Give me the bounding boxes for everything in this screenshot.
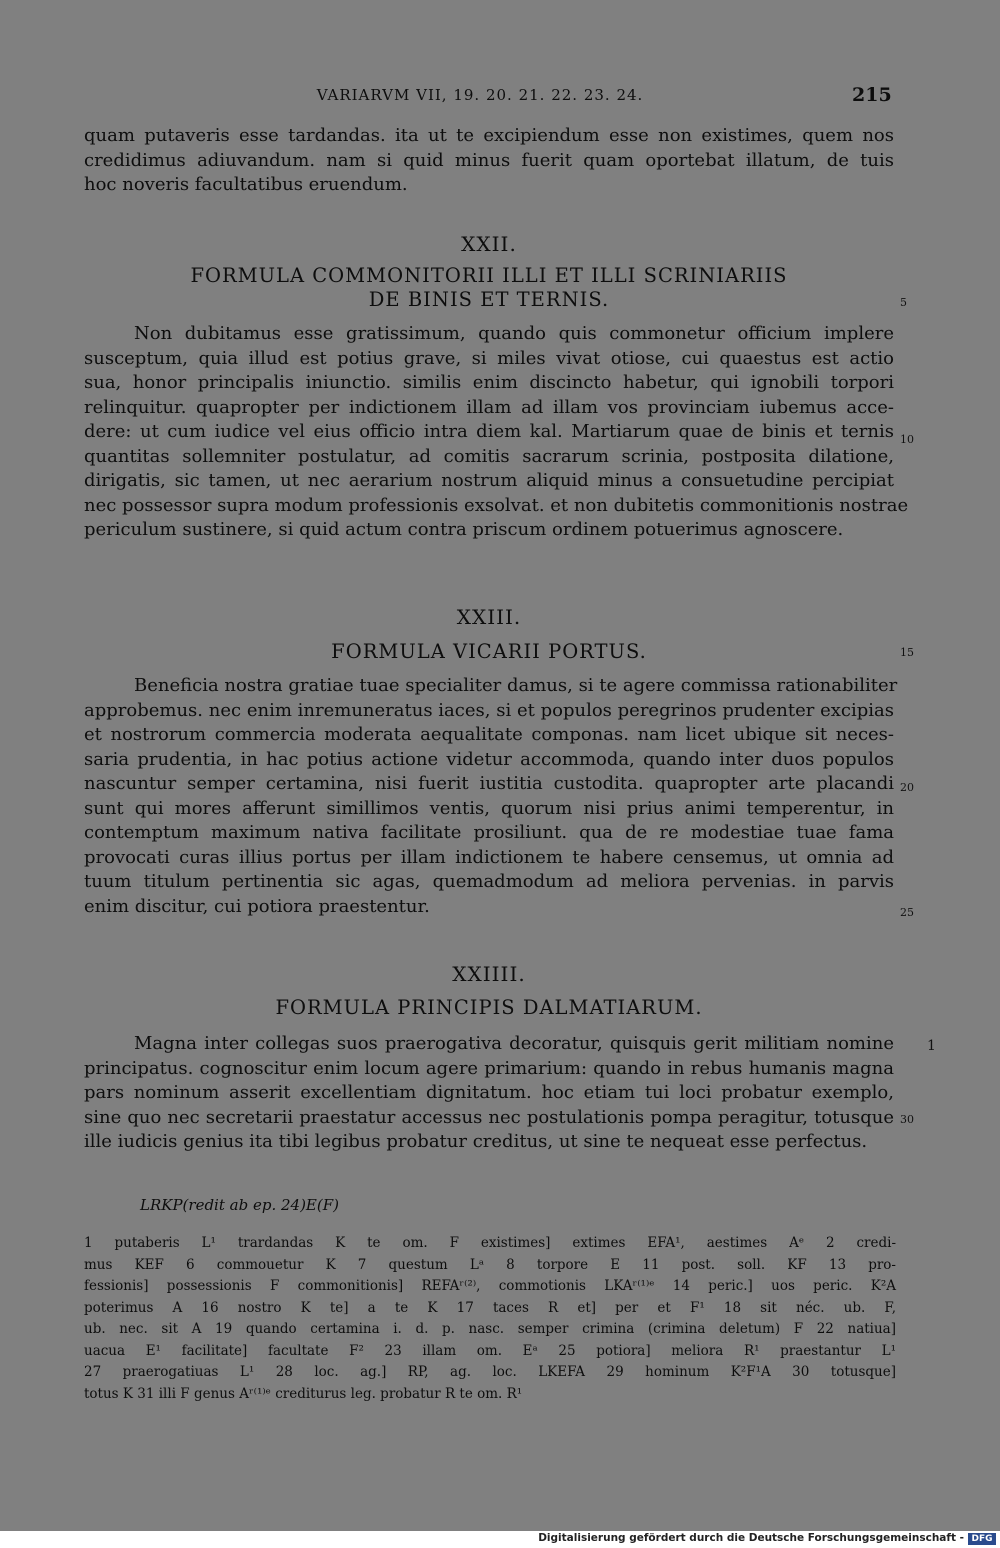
text-line: approbemus. nec enim inremuneratus iaces, si et populos peregrinos prudenter excipias [84, 699, 894, 721]
text-line: enim discitur, cui potiora praestentur. [84, 895, 430, 917]
footer-credit: Digitalisierung gefördert durch die Deutsche Forschungsgemeinschaft - [538, 1532, 964, 1544]
section-number: XXIIII. [452, 962, 526, 986]
text-line: nec possessor supra modum professionis exsolvat. et non dubitetis commonitionis nostrae [84, 494, 909, 516]
apparatus-line: uacua E¹ facilitate] facultate F² 23 illam om. Eᵃ 25 potiora] meliora R¹ praestantur L¹ [84, 1342, 896, 1359]
section-number: XXII. [461, 232, 517, 256]
text-line: credidimus adiuvandum. nam si quid minus fuerit quam oportebat illatum, de tuis [84, 149, 894, 171]
text-line: dirigatis, sic tamen, ut nec aerarium nostrum aliquid minus a consuetudine percipiat [84, 470, 894, 491]
section-number: XXIII. [456, 605, 522, 629]
apparatus-line: mus KEF 6 commouetur K 7 questum Lᵃ 8 torpore E 11 post. soll. KF 13 pro- [84, 1256, 896, 1273]
text-line: Beneficia nostra gratiae tuae specialiter damus, si te agere commissa rationabiliter [134, 675, 898, 696]
text-line: quantitas sollemniter postulatur, ad comitis sacrarum scrinia, postposita dilatione, [84, 445, 894, 467]
text-line: pars nominum asserit excellentiam dignitatum. hoc etiam tui loci probatur exemplo, [84, 1082, 894, 1103]
text-line: et nostrorum commercia moderata aequalitate componas. nam licet ubique sit neces- [84, 724, 894, 745]
section-title-line: FORMULA PRINCIPIS DALMATIARUM. [275, 996, 703, 1019]
apparatus-line: ub. nec. sit A 19 quando certamina i. d. p. nasc. semper crimina (crimina deletum) F 22 natiua] [84, 1321, 896, 1337]
apparatus-line: poterimus A 16 nostro K te] a te K 17 taces R et] per et F¹ 18 sit néc. ub. F, [84, 1299, 896, 1316]
critical-apparatus [84, 1233, 896, 1405]
footer-bar [0, 1531, 1000, 1548]
text-line: sua, honor principalis iniunctio. similis enim discincto habetur, qui ignobili torpori [84, 372, 894, 393]
line-number: 5 [900, 296, 907, 309]
section-title-line: DE BINIS ET TERNIS. [368, 288, 610, 311]
line-number: 10 [900, 433, 914, 446]
line-number: 1 [927, 1038, 936, 1054]
text-line: nascuntur semper certamina, nisi fuerit iustitia custodita. quapropter arte placandi [84, 773, 894, 794]
section-body [84, 674, 898, 919]
text-line: susceptum, quia illud est potius grave, si miles vivat otiose, cui quaestus est actio [84, 347, 894, 369]
text-line: tuum titulum pertinentia sic agas, quemadmodum ad meliora pervenias. in parvis [84, 871, 894, 892]
section-title-line: FORMULA VICARII PORTUS. [331, 640, 647, 663]
text-line: principatus. cognoscitur enim locum agere primarium: quando in rebus humanis magna [84, 1057, 894, 1079]
apparatus-line: fessionis] possessionis F commonitionis] REFAʳ⁽²⁾, commotionis LKAʳ⁽¹⁾ᵉ 14 peric.] uos peric. K²A [84, 1278, 896, 1294]
text-line: hoc noveris facultatibus eruendum. [84, 174, 408, 195]
text-line: saria prudentia, in hac potius actione videtur accommoda, quando inter duos populos [84, 748, 894, 770]
text-line: contemptum maximum nativa facilitate prosiliunt. qua de re modestiae tuae fama [84, 822, 894, 843]
section-title [84, 264, 894, 312]
text-line: quam putaveris esse tardandas. ita ut te excipiendum esse non existimes, quem nos [84, 125, 894, 146]
text-line: sunt qui mores afferunt simillimos ventis, quorum nisi prius animi temperentur, in [84, 797, 894, 819]
section-title-line: FORMULA COMMONITORII ILLI ET ILLI SCRINIARIIS [190, 264, 788, 287]
text-line: dere: ut cum iudice vel eius officio intra diem kal. Martiarum quae de binis et ternis [84, 421, 894, 442]
text-line: Magna inter collegas suos praerogativa decoratur, quisquis gerit militiam nomine [134, 1033, 894, 1054]
text-line: Non dubitamus esse gratissimum, quando quis commonetur officium implere [134, 323, 894, 344]
text-line: sine quo nec secretarii praestatur accessus nec postulationis pompa peragitur, totusque [84, 1106, 894, 1128]
dfg-logo[interactable]: DFG [968, 1533, 996, 1545]
section-body [84, 1032, 894, 1155]
text-line: ille iudicis genius ita tibi legibus probatur creditus, ut sine te nequeat esse perfectus. [84, 1131, 868, 1152]
line-number: 15 [900, 646, 914, 659]
top-paragraph [84, 124, 894, 198]
line-number: 25 [900, 906, 914, 919]
line-number: 30 [900, 1113, 914, 1126]
text-line: relinquitur. quapropter per indictionem illam ad illam vos provinciam iubemus acce- [84, 396, 894, 418]
apparatus-line: 27 praerogatiuas L¹ 28 loc. ag.] RP, ag. loc. LKEFA 29 hominum K²F¹A 30 totusque] [84, 1364, 896, 1380]
line-number: 20 [900, 781, 914, 794]
apparatus-line: totus K 31 illi F genus Aʳ⁽¹⁾ᵉ crediturus leg. probatur R te om. R¹ [84, 1385, 523, 1402]
text-line: provocati curas illius portus per illam indictionem te habere censemus, ut omnia ad [84, 846, 894, 868]
running-title: VARIARVM VII, 19. 20. 21. 22. 23. 24. [316, 86, 644, 104]
manuscript-sigla: LRKP(redit ab ep. 24)E(F) [140, 1196, 339, 1214]
apparatus-line: 1 putaberis L¹ trardandas K te om. F existimes] extimes EFA¹, aestimes Aᵉ 2 credi- [84, 1235, 896, 1251]
page-number: 215 [852, 84, 892, 106]
section-title [84, 640, 894, 664]
section-title [84, 996, 894, 1020]
text-line: periculum sustinere, si quid actum contra priscum ordinem potuerimus agnoscere. [84, 519, 844, 540]
